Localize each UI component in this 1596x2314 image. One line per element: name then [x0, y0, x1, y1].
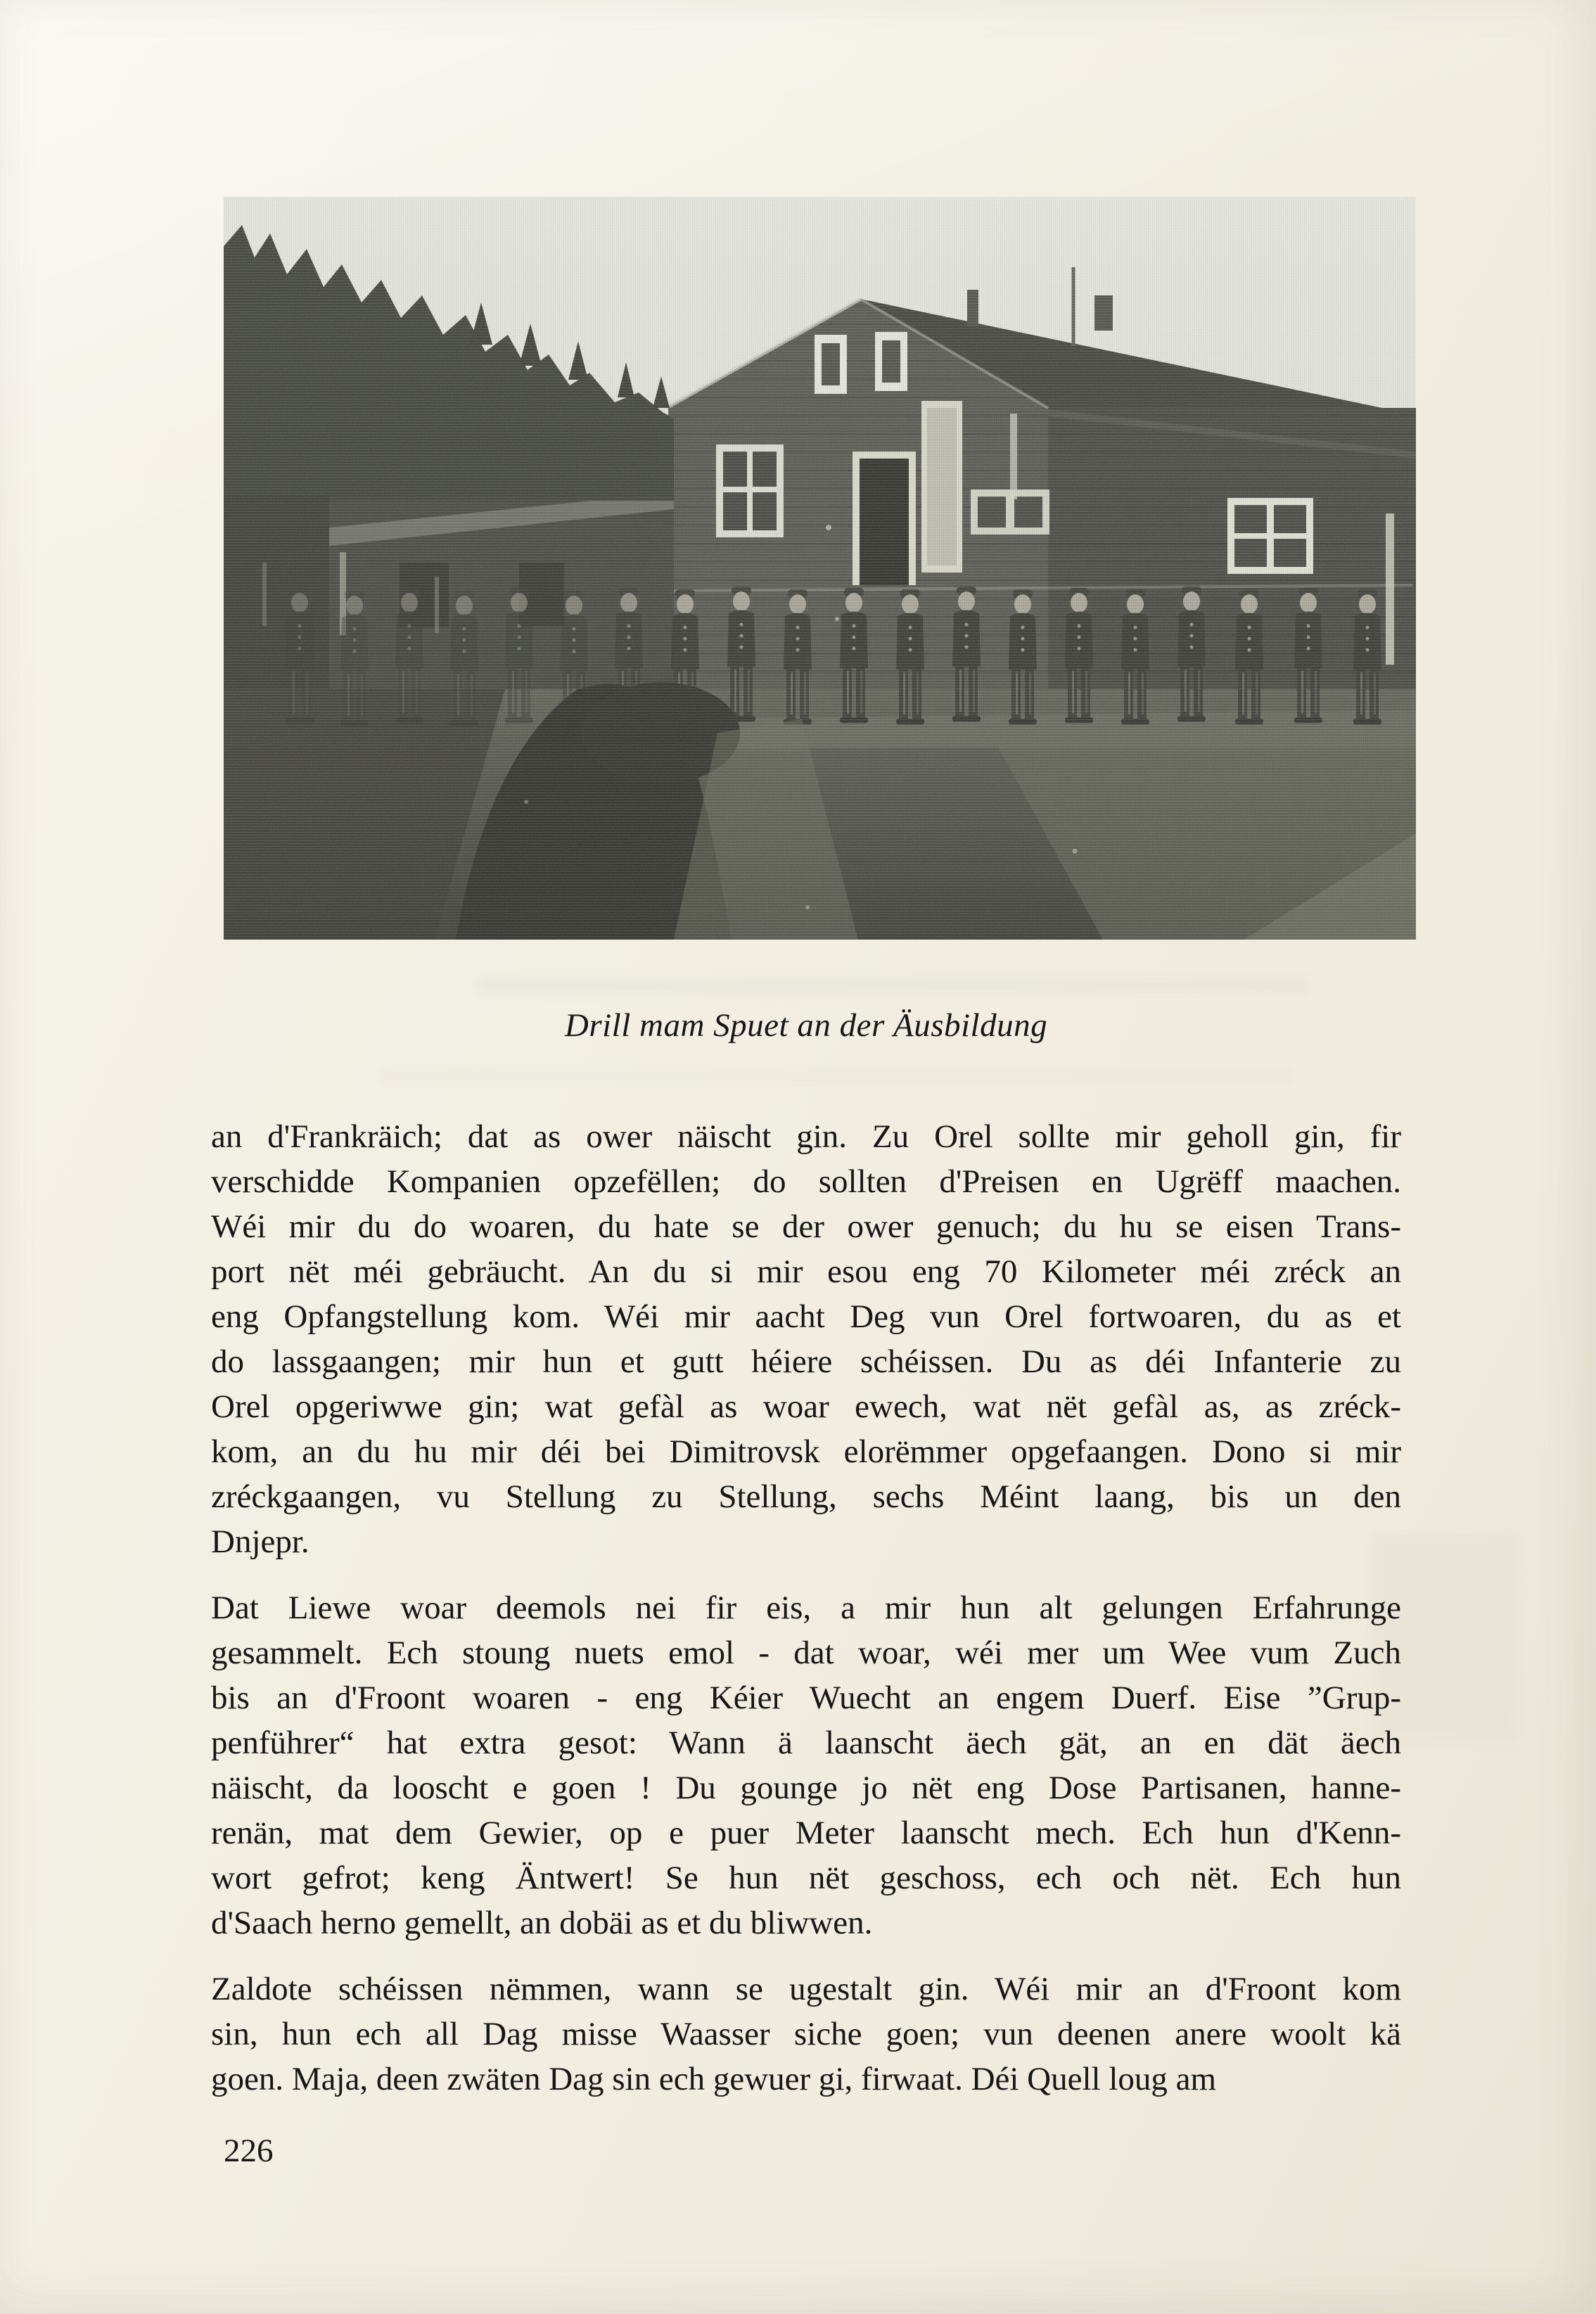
- text-line: an d'Frankräich; dat as ower näischt gin. Zu Orel sollte mir geholl gin, fir: [211, 1118, 1401, 1155]
- text-line: d'Saach herno gemellt, an dobäi as et du bliwwen.: [211, 1905, 873, 1941]
- photo-caption: Drill mam Spuet an der Äusbildung: [564, 1007, 1048, 1044]
- text-line: goen. Maja, deen zwäten Dag sin ech gewuer gi, firwaat. Déi Quell loug am: [211, 2061, 1217, 2097]
- text-line: bis an d'Froont woaren - eng Kéier Wuecht an engem Duerf. Eise ”Grup-: [211, 1680, 1401, 1716]
- paragraph-3: [211, 1967, 1401, 2102]
- soldiers-barracks-photo: [224, 197, 1416, 940]
- text-line: Dnjepr.: [211, 1523, 309, 1560]
- photo-illustration: [224, 197, 1416, 940]
- text-line: kom, an du hu mir déi bei Dimitrovsk elorëmmer opgefaangen. Dono si mir: [211, 1433, 1401, 1470]
- page-showthrough-smudge: [478, 976, 1308, 995]
- text-line: renän, mat dem Gewier, op e puer Meter laanscht mech. Ech hun d'Kenn-: [211, 1815, 1401, 1851]
- text-line: zréckgaangen, vu Stellung zu Stellung, sechs Méint laang, bis un den: [211, 1478, 1401, 1515]
- text-line: eng Opfangstellung kom. Wéi mir aacht Deg vun Orel fortwoaren, du as et: [211, 1298, 1401, 1335]
- text-line: penführer“ hat extra gesot: Wann ä laanscht äech gät, an en dät äech: [211, 1725, 1401, 1761]
- text-line: Dat Liewe woar deemols nei fir eis, a mir hun alt gelungen Erfahrunge: [211, 1590, 1401, 1626]
- text-line: gesammelt. Ech stoung nuets emol - dat woar, wéi mer um Wee vum Zuch: [211, 1635, 1401, 1671]
- page-number: 226: [224, 2133, 274, 2169]
- text-line: verschidde Kompanien opzefëllen; do sollten d'Preisen en Ugrëff maachen.: [211, 1163, 1401, 1200]
- paragraph-1: [211, 1114, 1401, 1564]
- paragraph-2: [211, 1585, 1401, 1945]
- text-line: näischt, da looscht e goen ! Du gounge jo nët eng Dose Partisanen, hanne-: [211, 1770, 1401, 1806]
- text-line: do lassgaangen; mir hun et gutt héiere schéissen. Du as déi Infanterie zu: [211, 1343, 1401, 1380]
- body-text: [211, 1114, 1401, 2102]
- text-line: Orel opgeriwwe gin; wat gefàl as woar ewech, wat nët gefàl as, as zréck-: [211, 1388, 1401, 1425]
- text-line: Zaldote schéissen nëmmen, wann se ugestalt gin. Wéi mir an d'Froont kom: [211, 1971, 1401, 2007]
- page-showthrough-smudge: [380, 1069, 1294, 1083]
- text-line: Wéi mir du do woaren, du hate se der ower genuch; du hu se eisen Trans-: [211, 1208, 1401, 1245]
- text-line: wort gefrot; keng Äntwert! Se hun nët geschoss, ech och nët. Ech hun: [211, 1860, 1401, 1896]
- text-line: port nët méi gebräucht. An du si mir esou eng 70 Kilometer méi zréck an: [211, 1253, 1401, 1290]
- text-line: sin, hun ech all Dag misse Waasser siche goen; vun deenen anere woolt kä: [211, 2016, 1401, 2052]
